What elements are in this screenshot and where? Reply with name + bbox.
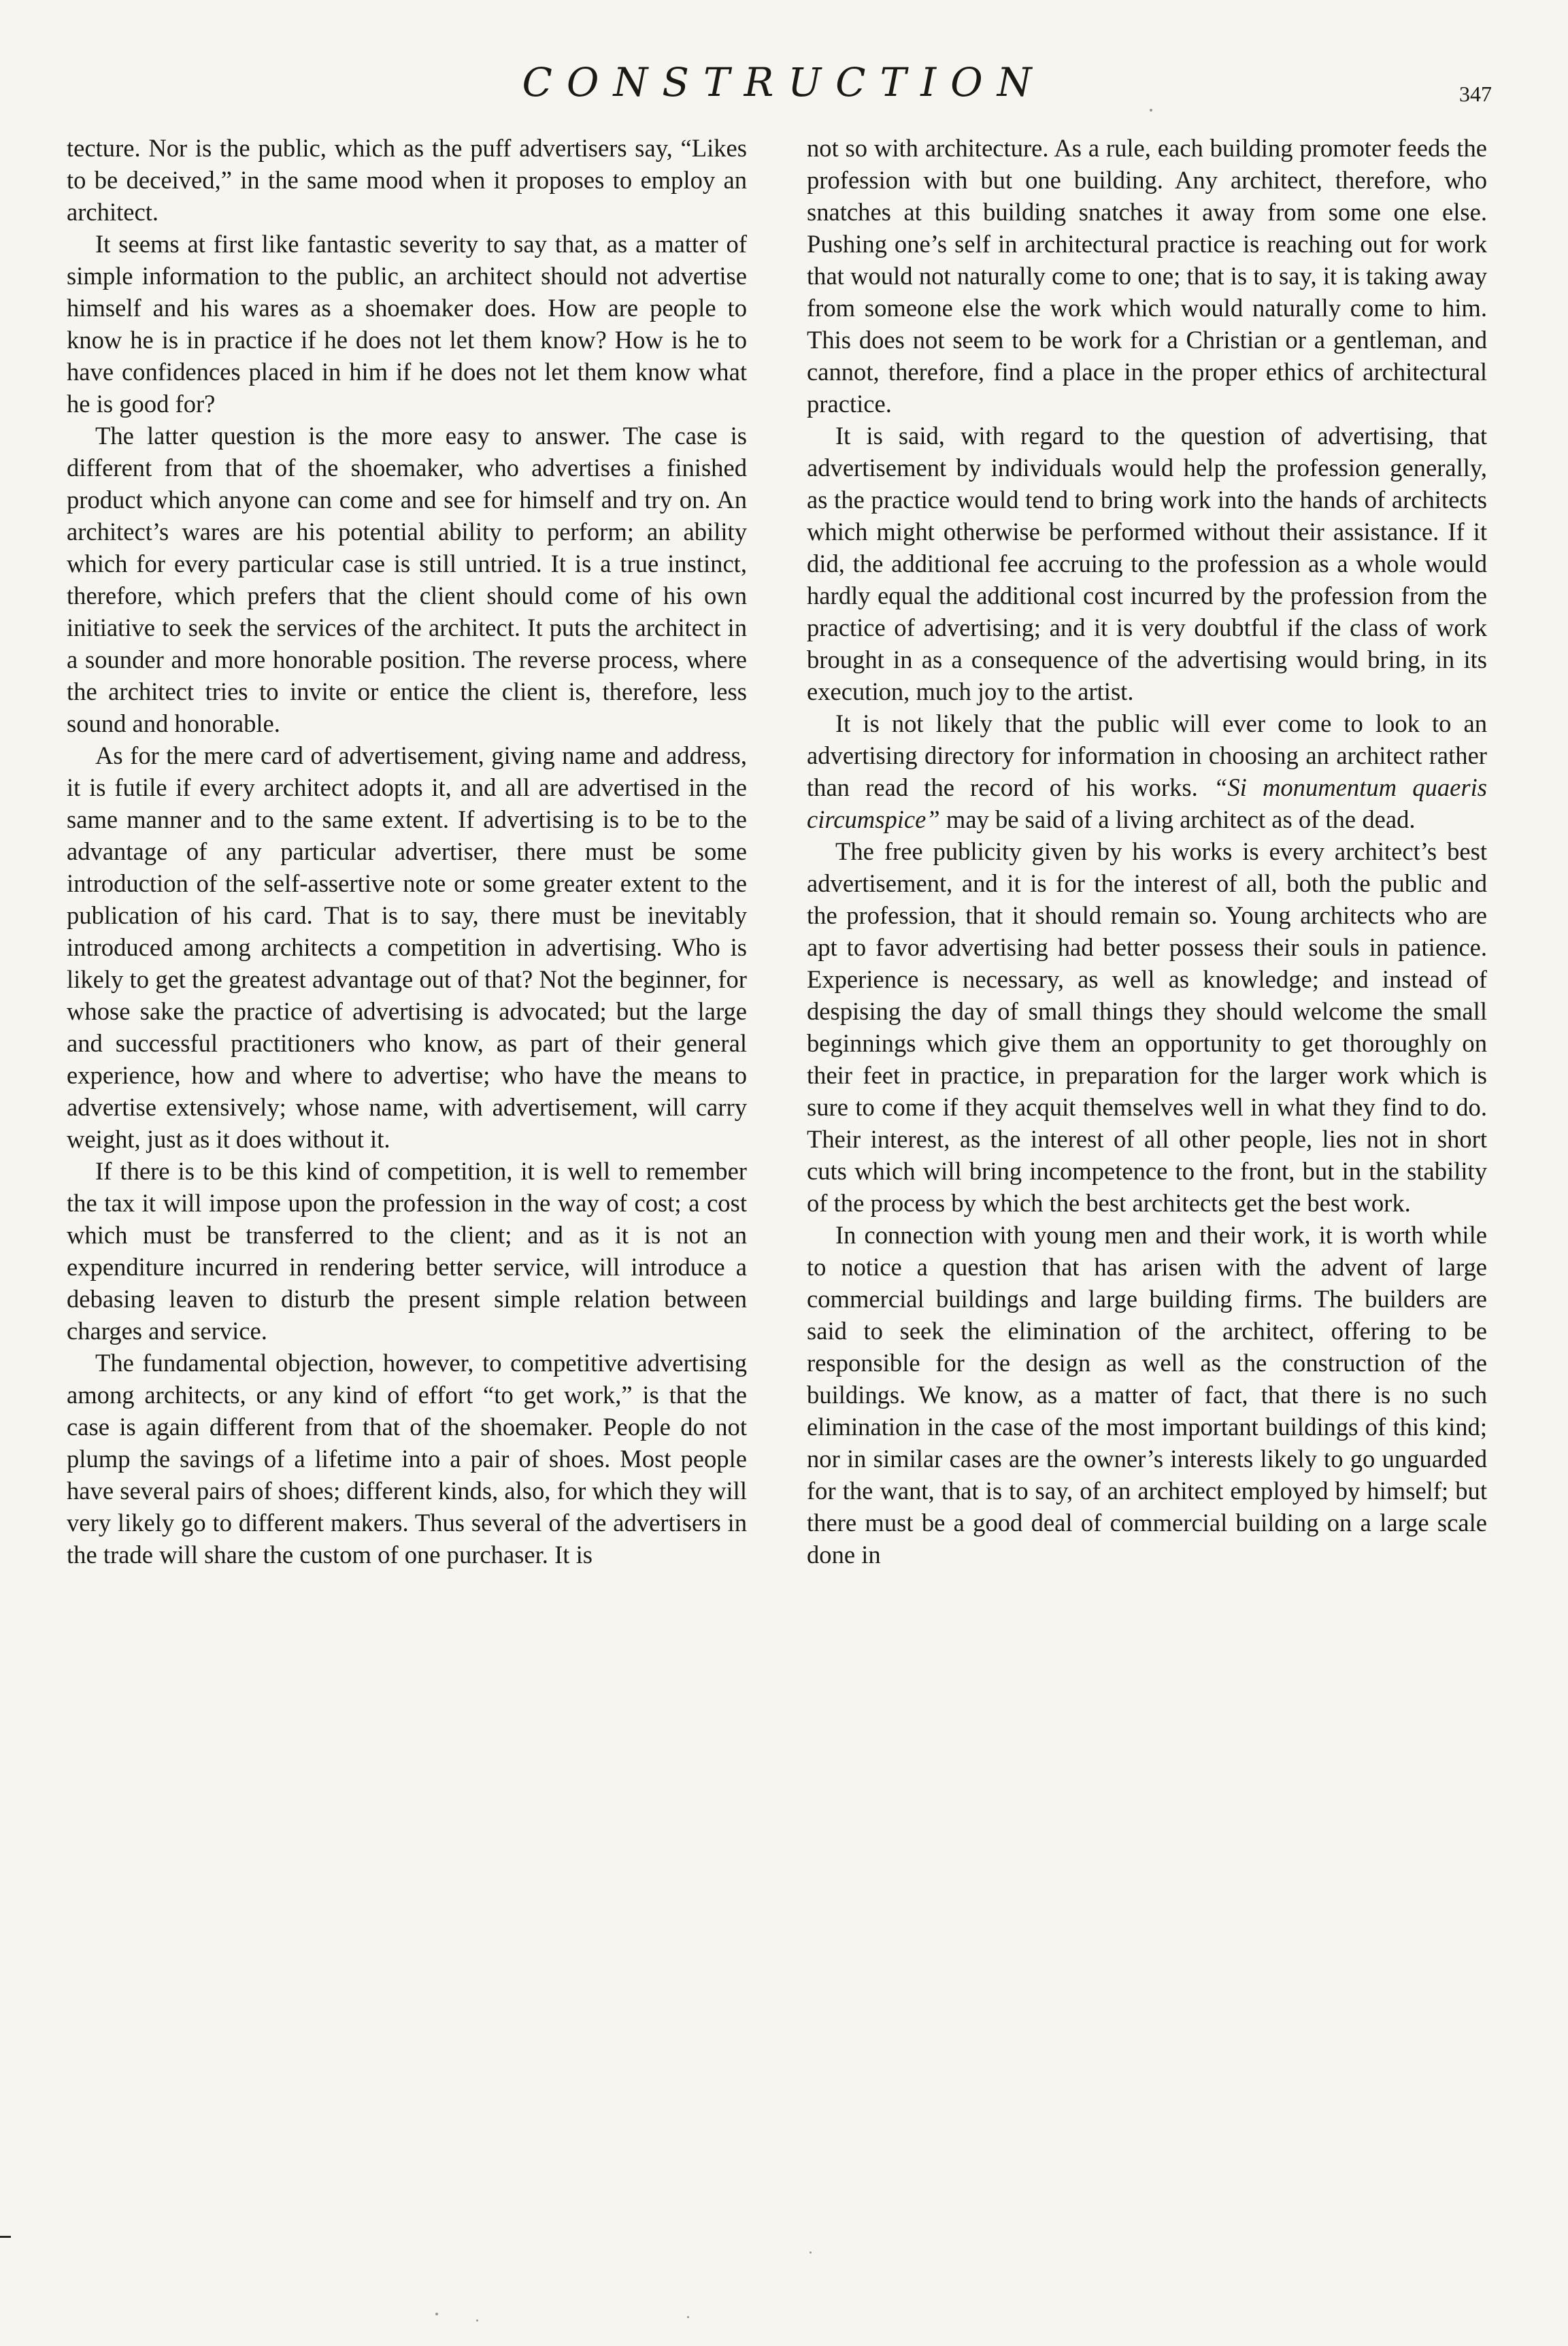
paragraph-with-latin-quote [807,707,1487,835]
paragraph: not so with architecture. As a rule, each building promoter feeds the profession with but one building. Any architect, therefore, who snatches at this building snatches it away from some one else. Pushing one’s self in architectural practice is reaching out for work that would not naturally come to one; that is to say, it is taking away from someone else the work which would naturally come to him. This does not seem to be work for a Christian or a gentleman, and cannot, therefore, find a place in the proper ethics of architectural practice. [807,134,1487,418]
page-number: 347 [1459,82,1492,106]
paragraph-text: It is not likely that the public will ever come to look to an advertising directory for information in choosing an architect rather than read the record of his works. [807,709,1487,801]
paragraph: tecture. Nor is the public, which as the puff advertisers say, “Likes to be deceived,” in the same mood when it proposes to employ an architect. [67,134,747,226]
paragraph: It seems at first like fantastic severity to say that, as a matter of simple information to the public, an architect should not advertise himself and his wares as a shoemaker does. How are people to know he is in practice if he does not let them know? How is he to have confidences placed in him if he does not let them know what he is good for? [67,230,747,418]
paragraph: If there is to be this kind of competition, it is well to remember the tax it will impose upon the profession in the way of cost; a cost which must be transferred to the client; and as it is not an expenditure incurred in rendering better service, will introduce a debasing leaven to disturb the present simple relation between charges and service. [67,1157,747,1345]
paragraph: It is said, with regard to the question of advertising, that advertisement by individuals would help the profession generally, as the practice would tend to bring work into the hands of architects which might otherwise be performed without their assistance. If it did, the additional fee accruing to the profession as a whole would hardly equal the additional cost incurred by the profession from the practice of advertising; and it is very doubtful if the class of work brought in as a consequence of the advertising would bring, in its execution, much joy to the artist. [807,422,1487,705]
scan-speck [435,2313,438,2315]
paragraph: The free publicity given by his works is every architect’s best advertisement, and it is for the interest of all, both the public and the profession, that it should remain so. Young architects who are apt to favor advertising had better possess their souls in patience. Experience is necessary, as well as knowledge; and instead of despising the day of small things they should welcome the small beginnings which give them an opportunity to get thoroughly on their feet in practice, in preparation for the larger work which is sure to come if they acquit themselves well in what they find to do. Their interest, as the interest of all other people, lies not in short cuts which will bring incompetence to the front, but in the stability of the process by which the best architects get the best work. [807,837,1487,1217]
paragraph: The latter question is the more easy to answer. The case is different from that of the shoemaker, who advertises a finished product which anyone can come and see for himself and try on. An architect’s wares are his potential ability to perform; an ability which for every particular case is still untried. It is a true instinct, therefore, which prefers that the client should come of his own initiative to seek the services of the architect. It puts the architect in a sounder and more honorable position. The reverse process, where the architect tries to invite or entice the client is, therefore, less sound and honorable. [67,422,747,737]
paragraph: As for the mere card of advertisement, giving name and address, it is futile if every architect adopts it, and all are advertised in the same manner and to the same extent. If advertising is to be to the advantage of any particular advertiser, there must be some introduction of the self-assertive note or some greater extent to the publication of his card. That is to say, there must be inevitably introduced among architects a competition in advertising. Who is likely to get the greatest advantage out of that? Not the beginner, for whose sake the practice of advertising is advocated; but the large and successful practitioners who know, as part of their general experience, how and where to advertise; who have the means to advertise extensively; whose name, with advertisement, will carry weight, just as it does without it. [67,741,747,1153]
paragraph: In connection with young men and their work, it is worth while to notice a question that has arisen with the advent of large commercial buildings and large building firms. The builders are said to seek the elimination of the architect, offering to be responsible for the design as well as the construction of the buildings. We know, as a matter of fact, that there is no such elimination in the case of the most important buildings of this kind; nor in similar cases are the owner’s interests likely to go unguarded for the want, that is to say, of an architect employed by himself; but there must be a good deal of commercial building on a large scale done in [807,1221,1487,1569]
left-column [67,132,747,2281]
page-header [0,59,1568,124]
latin-quote: “Si monumentum quaeris circumspice” [807,773,1487,833]
right-column [807,132,1487,2281]
paragraph: The fundamental objection, however, to competitive advertising among architects, or any kind of effort “to get work,” is that the case is again different from that of the shoemaker. People do not plump the savings of a lifetime into a pair of shoes. Most people have several pairs of shoes; different kinds, also, for which they will very likely go to different makers. Thus several of the advertisers in the trade will share the custom of one purchaser. It is [67,1349,747,1569]
scan-speck [687,2316,689,2318]
scan-speck [476,2319,478,2322]
margin-mark [0,2236,11,2238]
paragraph-text: may be said of a living architect as of the dead. [939,805,1416,833]
scan-speck [1150,109,1152,112]
running-head: CONSTRUCTION [522,59,1046,105]
scan-speck [810,2251,812,2253]
